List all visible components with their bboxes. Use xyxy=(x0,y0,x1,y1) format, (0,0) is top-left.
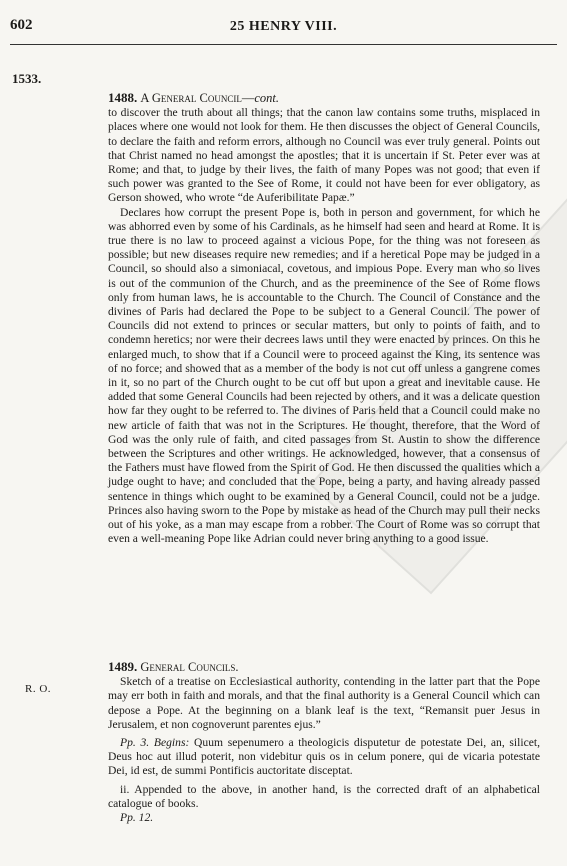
paragraph-begins xyxy=(108,736,540,779)
pages-label: Pp. 12. xyxy=(120,811,154,825)
page-number: 602 xyxy=(10,17,33,33)
entry-1489 xyxy=(108,660,540,825)
header-rule xyxy=(10,44,557,45)
entry-number: 1488. xyxy=(108,90,138,105)
entry-1488 xyxy=(108,91,540,547)
paragraph: ii. Appended to the above, in another hand, is the corrected draft of an alphabetical catalogue of books. xyxy=(108,782,540,810)
entry-title: General Councils. xyxy=(140,660,239,674)
entry-number: 1489. xyxy=(108,659,138,674)
year-marker: 1533. xyxy=(12,71,42,86)
pages-label-2 xyxy=(108,811,540,825)
paragraph: Declares how corrupt the present Pope is, both in person and government, for which he was abhorred even by some of his Cardinals, as he himself had seen and heard at Rome. It is true there is no law to proceed against a vicious Pope, for the thing was not foreseen as possible; but new diseases require new remedies; and if a heretical Pope may be judged in a Council, so should also a simoniacal, covetous, and impious Pope. Every man who so lives is out of the communion of the Church, and as the preeminence of the See of Rome flows only from human laws, he is accountable to the Church. The Council of Constance and the divines of Paris had declared the Pope to be subject to a General Council. The power of Councils did not extend to princes or secular matters, but only to points of faith, and to condemn heretics; nor were their decrees laws until they were enacted by princes. On this he enlarged much, to show that if a Council were to proceed against the King, its sentence was of no force; and showed that as a member of the body is not cut off unless a gangrene comes in it, so no part of the Church ought to be cut off but upon a great and inevitable cause. He added that some General Councils had been rejected by others, and it was a delicate question how far they ought to be referred to. The divines of Paris held that a Council could make no new article of faith that was not in the Scriptures. He thought, therefore, that the Word of God was the only rule of faith, and cited passages from St. Austin to show the difference between the Scriptures and other writings. He acknowledged, however, that a consensus of the Fathers must have flowed from the Spirit of God. He then discussed the qualities which a judge ought to have; and concluded that the Pope, being a party, and having already passed sentence in things which ought to be examined by a General Council, could not be a judge. Princes also having sworn to the Pope by mistake as head of the Church may pull their necks out of his yoke, as a man may escape from a robber. The Court of Rome was so corrupt that even a well-meaning Pope like Adrian could never bring anything to a good issue. xyxy=(108,205,540,546)
paragraph: Sketch of a treatise on Ecclesiastical authority, contending in the latter part that the Pope may err both in faith and morals, and that the final authority is a General Council which can depose a Pope. At the beginning on a blank leaf is the text, “Remansit puer Jesus in Jerusalem, et non cognoverunt parentes ejus.” xyxy=(108,675,540,731)
paragraph: to discover the truth about all things; that the canon law contains some truths, misplaced in places where one would not look for them. He then discusses the object of General Councils, to declare the faith and reform errors, although no Council was ever truly general. Points out that Christ named no head amongst the apostles; that it is uncertain if St. Peter ever was at Rome; and that, to judge by their lives, the faith of many Popes was not good; that even if such power was granted to the See of Rome, it could not have been for ever obligatory, as Gerson showed, who wrote “de Auferibilitate Papæ.” xyxy=(108,106,540,205)
pages-label: Pp. 3. xyxy=(120,736,150,750)
entry-1489-heading xyxy=(108,660,540,674)
margin-note-ro: R. O. xyxy=(25,683,52,695)
running-title: 25 HENRY VIII. xyxy=(229,19,338,34)
entry-1488-heading: 1488. A General Council—cont. xyxy=(108,90,279,105)
entry-title-suffix: cont. xyxy=(254,91,279,105)
entry-title: A General Council xyxy=(140,91,242,105)
begins-label: Begins: xyxy=(153,736,190,750)
begins-text: Quum sepenumero a theologicis disputetur de potestate Dei, an, silicet, Deus hoc aut illud poterit, non videbitur quis os in celum ponere, qui de vicaria potestate Dei, id est, de summi Pontificis auctoritate disceptat. xyxy=(108,736,541,778)
